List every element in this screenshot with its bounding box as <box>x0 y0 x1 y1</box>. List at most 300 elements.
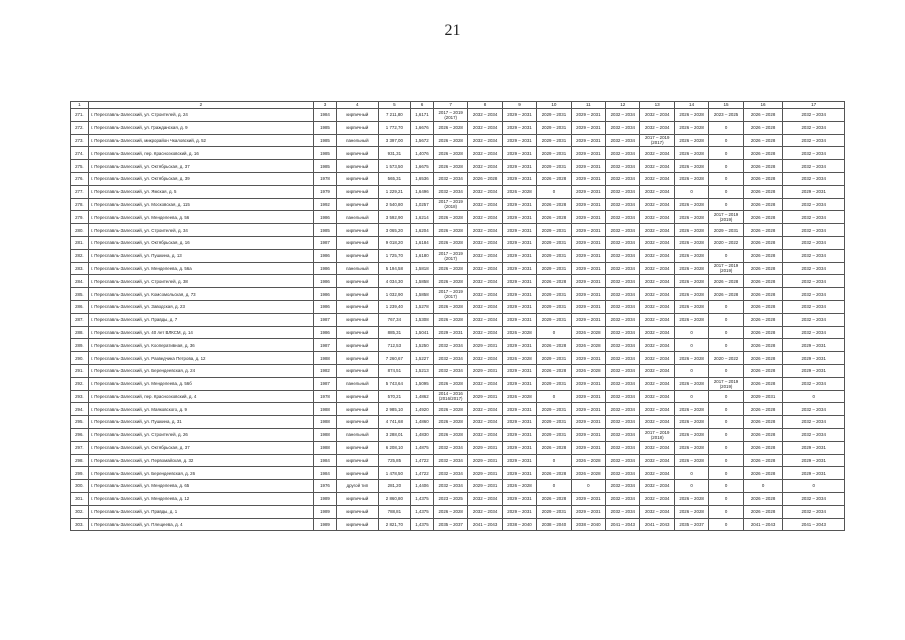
table-cell: 2029 – 2031 <box>537 121 571 134</box>
table-cell: 2029 – 2031 <box>502 454 536 467</box>
table-cell: 2032 – 2034 <box>783 428 845 441</box>
table-cell: 0 <box>537 326 571 339</box>
table-cell: 0 <box>709 313 743 326</box>
table-cell: 2029 – 2031 <box>709 224 743 237</box>
table-cell: 2032 – 2034 <box>640 377 674 390</box>
table-cell: 2029 – 2031 <box>537 109 571 122</box>
table-cell: 2029 – 2031 <box>571 428 605 441</box>
table-row <box>71 300 845 313</box>
table-cell: 2029 – 2031 <box>783 364 845 377</box>
table-cell: г. Переславль-Залесский, ул. Строителей, д. 38 <box>88 275 313 288</box>
table-cell: 2026 – 2028 <box>433 147 467 160</box>
table-cell: 2029 – 2031 <box>571 390 605 403</box>
table-cell: 300. <box>71 480 89 493</box>
table-cell: г. Переславль-Залесский, ул. 40 лет ВЛКСМ, д. 14 <box>88 326 313 339</box>
table-cell: кирпичный <box>336 441 378 454</box>
table-cell: 2026 – 2028 <box>743 416 783 429</box>
table-cell: 2 821,70 <box>378 518 410 531</box>
table-cell: 2026 – 2028 <box>743 441 783 454</box>
table-cell: 282. <box>71 249 89 262</box>
table-row <box>71 505 845 518</box>
table-cell: г. Переславль-Залесский, ул. Плещеева, д. 4 <box>88 518 313 531</box>
table-cell: 2032 – 2034 <box>468 160 502 173</box>
table-cell: 302. <box>71 505 89 518</box>
table-cell: 2032 – 2034 <box>640 300 674 313</box>
table-cell: 2032 – 2034 <box>468 198 502 211</box>
table-cell: кирпичный <box>336 300 378 313</box>
table-row <box>71 441 845 454</box>
table-cell: 1,6496 <box>411 185 434 198</box>
table-cell: 2032 – 2034 <box>783 121 845 134</box>
table-cell: г. Переславль-Залесский, ул. Берендеевская, д. 24 <box>88 364 313 377</box>
table-cell: 2029 – 2031 <box>502 300 536 313</box>
table-cell: 2032 – 2034 <box>433 467 467 480</box>
table-cell: кирпичный <box>336 160 378 173</box>
table-cell: 2032 – 2034 <box>783 300 845 313</box>
table-cell: 2026 – 2028 <box>433 121 467 134</box>
table-cell: 0 <box>743 480 783 493</box>
table-cell: другой тип <box>336 480 378 493</box>
table-cell: 2029 – 2031 <box>502 275 536 288</box>
table-cell: 2029 – 2031 <box>502 134 536 147</box>
table-cell: 2026 – 2028 <box>743 288 783 301</box>
table-cell: 570,21 <box>378 390 410 403</box>
table-cell: 2032 – 2034 <box>468 147 502 160</box>
table-cell: г. Переславль-Залесский, микрорайон Чкаловский, д. 52 <box>88 134 313 147</box>
table-cell: 2029 – 2031 <box>571 211 605 224</box>
table-cell: 2032 – 2034 <box>606 300 640 313</box>
table-cell: 1,4920 <box>411 403 434 416</box>
table-cell: 1986 <box>314 300 337 313</box>
table-cell: 2032 – 2034 <box>468 416 502 429</box>
table-cell: 1 725,70 <box>378 249 410 262</box>
table-cell: 2026 – 2028 <box>433 224 467 237</box>
table-cell: 2026 – 2028 <box>743 198 783 211</box>
table-cell: 2038 – 2040 <box>571 518 605 531</box>
table-cell: 275. <box>71 160 89 173</box>
table-cell: г. Переславль-Залесский, ул. Пушкина, д. 13 <box>88 249 313 262</box>
table-cell: 2032 – 2034 <box>783 147 845 160</box>
table-cell: 2029 – 2031 <box>571 249 605 262</box>
table-cell: 277. <box>71 185 89 198</box>
table-cell: 2020 – 2022 <box>709 236 743 249</box>
table-cell: 0 <box>674 480 708 493</box>
table-cell: 2032 – 2034 <box>640 467 674 480</box>
table-cell: 2029 – 2031 <box>502 416 536 429</box>
table-cell: 2029 – 2031 <box>571 300 605 313</box>
table-cell: 2032 – 2034 <box>606 390 640 403</box>
table-cell: 2029 – 2031 <box>571 377 605 390</box>
table-cell: 2026 – 2028 <box>743 262 783 275</box>
table-cell: 2032 – 2034 <box>468 505 502 518</box>
table-cell: 2026 – 2028 <box>743 403 783 416</box>
table-row <box>71 390 845 403</box>
table-cell: 2032 – 2034 <box>606 249 640 262</box>
table-cell: 2029 – 2031 <box>502 467 536 480</box>
table-cell: 0 <box>674 326 708 339</box>
table-cell: 0 <box>709 147 743 160</box>
table-cell: 2023 – 2025 <box>709 109 743 122</box>
table-cell: 2029 – 2031 <box>571 109 605 122</box>
table-cell: 1 573,50 <box>378 160 410 173</box>
table-cell: 2032 – 2034 <box>640 454 674 467</box>
table-cell: 0 <box>537 185 571 198</box>
table-cell: 2041 – 2043 <box>606 518 640 531</box>
table-cell: г. Переславль-Залесский, ул. Менделеева, д. 56а <box>88 262 313 275</box>
table-cell: 2029 – 2031 <box>571 262 605 275</box>
table-cell: 2032 – 2034 <box>468 275 502 288</box>
table-cell: 1,4830 <box>411 428 434 441</box>
table-cell: 2032 – 2034 <box>783 416 845 429</box>
table-cell: 0 <box>709 428 743 441</box>
table-cell: 2029 – 2031 <box>502 172 536 185</box>
table-cell: 2029 – 2031 <box>783 339 845 352</box>
table-cell: 2026 – 2028 <box>674 492 708 505</box>
table-cell: кирпичный <box>336 121 378 134</box>
table-cell: кирпичный <box>336 313 378 326</box>
table-cell: 2026 – 2028 <box>743 377 783 390</box>
table-row <box>71 454 845 467</box>
table-cell: 2032 – 2034 <box>783 313 845 326</box>
table-cell: 0 <box>709 326 743 339</box>
table-cell: 2035 – 2037 <box>674 518 708 531</box>
table-row <box>71 236 845 249</box>
table-cell: 1,0257 <box>411 198 434 211</box>
table-cell: 1,5858 <box>411 288 434 301</box>
table-cell: 0 <box>709 160 743 173</box>
table-cell: 2026 – 2028 <box>743 428 783 441</box>
table-cell: 2041 – 2043 <box>640 518 674 531</box>
table-cell: 284. <box>71 275 89 288</box>
table-cell: 1978 <box>314 172 337 185</box>
table-cell: 1,4076 <box>411 147 434 160</box>
table-cell: 2 985,10 <box>378 403 410 416</box>
table-cell: г. Переславль-Залесский, ул. Берендеевская, д. 26 <box>88 467 313 480</box>
table-body <box>71 102 845 531</box>
table-cell: 2032 – 2034 <box>640 224 674 237</box>
table-cell: 5 194,58 <box>378 262 410 275</box>
table-cell: 2026 – 2028 <box>433 416 467 429</box>
table-cell: кирпичный <box>336 275 378 288</box>
table-cell: 2026 – 2028 <box>674 224 708 237</box>
table-cell: панельный <box>336 134 378 147</box>
table-cell: 281,20 <box>378 480 410 493</box>
table-cell: 0 <box>674 390 708 403</box>
table-cell: 2026 – 2028 <box>743 467 783 480</box>
table-cell: 1,4862 <box>411 390 434 403</box>
column-number-cell: 17 <box>783 102 845 109</box>
table-cell: кирпичный <box>336 109 378 122</box>
table-cell: 7 211,80 <box>378 109 410 122</box>
table-cell: г. Переславль-Залесский, ул. Пушкина, д. 31 <box>88 416 313 429</box>
table-cell: 2032 – 2034 <box>606 377 640 390</box>
table-cell: 2026 – 2028 <box>537 275 571 288</box>
table-cell: 2026 – 2028 <box>674 300 708 313</box>
table-cell: 2029 – 2031 <box>783 441 845 454</box>
table-cell: 2029 – 2031 <box>468 364 502 377</box>
table-cell: кирпичный <box>336 326 378 339</box>
table-cell: 2032 – 2034 <box>468 224 502 237</box>
table-cell: 2029 – 2031 <box>783 454 845 467</box>
table-row <box>71 377 845 390</box>
table-cell: 2029 – 2031 <box>571 441 605 454</box>
table-cell: 1985 <box>314 160 337 173</box>
table-row <box>71 288 845 301</box>
column-number-cell: 8 <box>468 102 502 109</box>
table-cell: 2026 – 2028 <box>674 172 708 185</box>
table-cell: 298. <box>71 454 89 467</box>
table-row <box>71 262 845 275</box>
table-cell: 2032 – 2034 <box>640 211 674 224</box>
table-cell: кирпичный <box>336 185 378 198</box>
table-cell: 2032 – 2034 <box>606 109 640 122</box>
table-cell: 2026 – 2028 <box>433 160 467 173</box>
table-cell: 299. <box>71 467 89 480</box>
table-cell: 1987 <box>314 339 337 352</box>
table-cell: 2026 – 2028 <box>433 403 467 416</box>
table-row <box>71 480 845 493</box>
table-cell: 2029 – 2031 <box>571 121 605 134</box>
table-cell: 2026 – 2028 <box>674 416 708 429</box>
table-cell: 1,4722 <box>411 467 434 480</box>
table-cell: 1,5308 <box>411 313 434 326</box>
table-cell: 1984 <box>314 454 337 467</box>
table-cell: 2029 – 2031 <box>502 492 536 505</box>
table-cell: 1,5041 <box>411 326 434 339</box>
table-cell: кирпичный <box>336 172 378 185</box>
column-number-cell: 13 <box>640 102 674 109</box>
table-cell: 1,4875 <box>411 441 434 454</box>
table-cell: 2017 – 2019 (2017) <box>640 134 674 147</box>
table-cell: 2026 – 2028 <box>743 134 783 147</box>
table-cell: 1982 <box>314 364 337 377</box>
table-cell: 2026 – 2028 <box>468 172 502 185</box>
table-cell: 1985 <box>314 224 337 237</box>
table-cell: 1987 <box>314 313 337 326</box>
table-cell: 2026 – 2028 <box>743 236 783 249</box>
table-cell: 2032 – 2034 <box>606 352 640 365</box>
table-cell: 2032 – 2034 <box>783 224 845 237</box>
table-cell: 2029 – 2031 <box>502 121 536 134</box>
table-cell: 2026 – 2028 <box>571 326 605 339</box>
table-row <box>71 172 845 185</box>
table-cell: 2032 – 2034 <box>783 160 845 173</box>
table-cell: 2026 – 2028 <box>743 249 783 262</box>
table-row <box>71 147 845 160</box>
table-row <box>71 275 845 288</box>
table-cell: 2032 – 2034 <box>606 454 640 467</box>
table-cell: кирпичный <box>336 467 378 480</box>
table-cell: 2032 – 2034 <box>468 300 502 313</box>
table-cell: 280. <box>71 224 89 237</box>
table-cell: г. Переславль-Залесский, ул. Правды, д. 7 <box>88 313 313 326</box>
table-cell: 2032 – 2034 <box>606 467 640 480</box>
table-cell: 2026 – 2028 <box>571 467 605 480</box>
table-cell: панельный <box>336 377 378 390</box>
table-cell: 289. <box>71 339 89 352</box>
table-cell: г. Переславль-Залесский, ул. Заводская, д. 23 <box>88 300 313 313</box>
table-cell: 0 <box>537 480 571 493</box>
table-cell: 292. <box>71 377 89 390</box>
table-cell: 2032 – 2034 <box>606 121 640 134</box>
table-cell: 2032 – 2034 <box>640 326 674 339</box>
table-cell: 274. <box>71 147 89 160</box>
table-cell: 2026 – 2028 <box>709 275 743 288</box>
table-cell: 1985 <box>314 121 337 134</box>
table-cell: 0 <box>709 134 743 147</box>
table-row <box>71 198 845 211</box>
table-cell: 0 <box>709 339 743 352</box>
table-cell: 2032 – 2034 <box>783 172 845 185</box>
table-cell: 2029 – 2031 <box>502 339 536 352</box>
table-cell: 2032 – 2034 <box>606 275 640 288</box>
column-number-cell: 5 <box>378 102 410 109</box>
table-cell: г. Переславль-Залесский, пер. Красноэховский, д. 16 <box>88 147 313 160</box>
table-cell: 2032 – 2034 <box>606 403 640 416</box>
table-cell: 2032 – 2034 <box>606 441 640 454</box>
table-cell: 1992 <box>314 198 337 211</box>
table-cell: 1986 <box>314 262 337 275</box>
table-cell: 1,4375 <box>411 492 434 505</box>
table-cell: 2041 – 2043 <box>743 518 783 531</box>
column-number-cell: 12 <box>606 102 640 109</box>
table-row <box>71 403 845 416</box>
table-cell: 0 <box>709 198 743 211</box>
column-number-cell: 1 <box>71 102 89 109</box>
table-cell: 2026 – 2028 <box>743 185 783 198</box>
table-cell: 2026 – 2028 <box>537 339 571 352</box>
table-cell: 0 <box>783 480 845 493</box>
table-cell: 1979 <box>314 185 337 198</box>
table-cell: панельный <box>336 428 378 441</box>
table-cell: 293. <box>71 390 89 403</box>
table-cell: 2017 – 2019 (2019) <box>709 377 743 390</box>
table-cell: 1 772,70 <box>378 121 410 134</box>
table-cell: 2032 – 2034 <box>783 492 845 505</box>
table-cell: 2032 – 2034 <box>783 326 845 339</box>
table-cell: 2026 – 2028 <box>502 480 536 493</box>
table-cell: 2017 – 2019 (2019) <box>709 211 743 224</box>
table-cell: 1988 <box>314 441 337 454</box>
table-cell: 1989 <box>314 518 337 531</box>
table-cell: г. Переславль-Залесский, ул. Московская, д. 115 <box>88 198 313 211</box>
table-cell: 1987 <box>314 377 337 390</box>
table-cell: 7 260,67 <box>378 352 410 365</box>
table-cell: 279. <box>71 211 89 224</box>
table-cell: 2026 – 2028 <box>743 339 783 352</box>
table-cell: 2032 – 2034 <box>640 288 674 301</box>
table-cell: 2026 – 2028 <box>743 121 783 134</box>
table-cell: 2026 – 2028 <box>537 492 571 505</box>
table-row <box>71 224 845 237</box>
table-cell: 2026 – 2028 <box>674 121 708 134</box>
table-cell: 2032 – 2034 <box>468 492 502 505</box>
table-cell: 2041 – 2043 <box>783 518 845 531</box>
table-cell: 2032 – 2034 <box>606 262 640 275</box>
table-cell: 5 743,64 <box>378 377 410 390</box>
table-cell: 1986 <box>314 249 337 262</box>
table-cell: кирпичный <box>336 339 378 352</box>
table-cell: 1985 <box>314 134 337 147</box>
table-cell: 2023 – 2025 <box>433 492 467 505</box>
table-cell: 1,6675 <box>411 160 434 173</box>
table-cell: 2014 – 2016 (2016/2017) <box>433 390 467 403</box>
table-cell: 1,6171 <box>411 109 434 122</box>
table-cell: 2029 – 2031 <box>502 249 536 262</box>
table-cell: 2029 – 2031 <box>571 505 605 518</box>
table-cell: 2032 – 2034 <box>783 505 845 518</box>
table-cell: 2032 – 2034 <box>468 428 502 441</box>
column-number-cell: 11 <box>571 102 605 109</box>
table-cell: 2026 – 2028 <box>743 147 783 160</box>
table-cell: 2026 – 2028 <box>674 505 708 518</box>
table-cell: 2032 – 2034 <box>640 441 674 454</box>
table-cell: 2026 – 2028 <box>502 326 536 339</box>
table-cell: 1,6676 <box>411 121 434 134</box>
table-cell: 1988 <box>314 416 337 429</box>
table-cell: 0 <box>783 390 845 403</box>
table-row <box>71 416 845 429</box>
table-cell: 0 <box>709 505 743 518</box>
table-cell: 273. <box>71 134 89 147</box>
table-cell: 2032 – 2034 <box>606 364 640 377</box>
table-cell: 2026 – 2028 <box>433 505 467 518</box>
column-number-cell: 7 <box>433 102 467 109</box>
table-cell: кирпичный <box>336 492 378 505</box>
table-cell: 281. <box>71 236 89 249</box>
table-cell: 2017 – 2019 (2018) <box>640 428 674 441</box>
table-cell: 2032 – 2034 <box>640 185 674 198</box>
table-cell: 2026 – 2028 <box>433 211 467 224</box>
table-cell: 2032 – 2034 <box>468 352 502 365</box>
table-cell: 2026 – 2028 <box>537 198 571 211</box>
table-cell: 2029 – 2031 <box>537 262 571 275</box>
table-cell: 3 397,00 <box>378 134 410 147</box>
table-cell: 2026 – 2028 <box>674 249 708 262</box>
table-cell: 2032 – 2034 <box>640 275 674 288</box>
table-cell: 2029 – 2031 <box>502 236 536 249</box>
table-cell: 2032 – 2034 <box>783 275 845 288</box>
page-number: 21 <box>444 22 461 39</box>
table-cell: 2032 – 2034 <box>606 147 640 160</box>
table-cell: 295. <box>71 416 89 429</box>
table-cell: 2032 – 2034 <box>468 377 502 390</box>
table-cell: 2032 – 2034 <box>468 326 502 339</box>
table-cell: 2026 – 2028 <box>674 236 708 249</box>
table-cell: 2032 – 2034 <box>640 313 674 326</box>
table-cell: 1,5095 <box>411 377 434 390</box>
table-cell: 1978 <box>314 390 337 403</box>
table-cell: кирпичный <box>336 416 378 429</box>
table-cell: 2029 – 2031 <box>502 147 536 160</box>
table-cell: 0 <box>709 480 743 493</box>
table-cell: 2029 – 2031 <box>502 441 536 454</box>
table-cell: 9 018,20 <box>378 236 410 249</box>
table-cell: 278. <box>71 198 89 211</box>
table-cell: 2032 – 2034 <box>640 416 674 429</box>
table-cell: 2032 – 2034 <box>783 198 845 211</box>
table-cell: 2026 – 2028 <box>743 313 783 326</box>
table-cell: 0 <box>709 364 743 377</box>
table-cell: 2029 – 2031 <box>502 364 536 377</box>
table-cell: 1,6214 <box>411 211 434 224</box>
table-cell: 2029 – 2031 <box>571 224 605 237</box>
table-cell: кирпичный <box>336 288 378 301</box>
table-cell: 1,4722 <box>411 454 434 467</box>
table-cell: 2026 – 2028 <box>433 313 467 326</box>
table-cell: 2029 – 2031 <box>502 262 536 275</box>
table-cell: 1,6180 <box>411 249 434 262</box>
